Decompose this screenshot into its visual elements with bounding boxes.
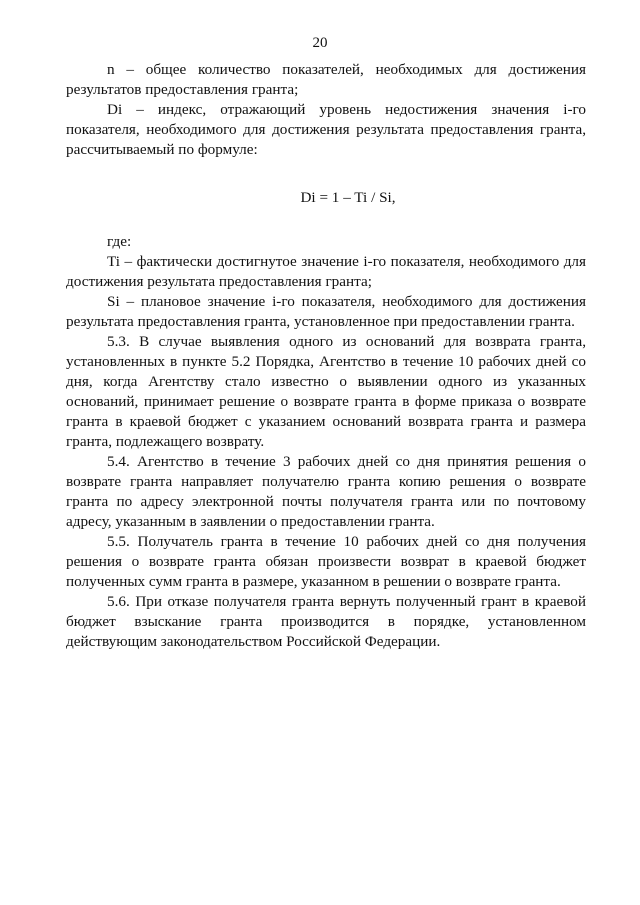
document-body <box>66 60 586 652</box>
paragraph-s-definition: Si – плановое значение i-го показателя, необходимого для достижения результата предоставления гранта, установленное при предоставлении гранта. <box>66 293 586 330</box>
clause-5-6: 5.6. При отказе получателя гранта вернуть полученный грант в краевой бюджет взыскание гранта производится в порядке, установленном действующим законодательством Российской Федерации. <box>66 593 586 650</box>
clause-5-5: 5.5. Получатель гранта в течение 10 рабочих дней со дня получения решения о возврате гранта обязан произвести возврат в краевой бюджет полученных сумм гранта в размере, указанном в решении о возврате гранта. <box>66 533 586 590</box>
page-number: 20 <box>312 35 328 51</box>
clause-5-3: 5.3. В случае выявления одного из оснований для возврата гранта, установленных в пункте 5.2 Порядка, Агентство в течение 10 рабочих дней со дня, когда Агентству стало известно о выявлении одного из указанных оснований, принимает решение о возврате гранта в форме приказа о возврате гранта в краевой бюджет с указанием оснований возврата гранта и размера гранта, подлежащего возврату. <box>66 333 586 450</box>
clause-5-4: 5.4. Агентство в течение 3 рабочих дней со дня принятия решения о возврате гранта направляет получателю гранта копию решения о возврате гранта по адресу электронной почты получателя гранта или по почтовому адресу, указанным в заявлении о предоставлении гранта. <box>66 453 586 530</box>
formula <box>66 188 586 208</box>
paragraph-d-definition: Di – индекс, отражающий уровень недостижения значения i-го показателя, необходимого для достижения результата предоставления гранта, рассчитываемый по формуле: <box>66 101 586 158</box>
where-label: где: <box>107 233 132 250</box>
paragraph-n-definition: n – общее количество показателей, необходимых для достижения результатов предоставления гранта; <box>66 61 586 98</box>
formula-text: Di = 1 – Ti / Si, <box>300 189 396 206</box>
paragraph-t-definition: Ti – фактически достигнутое значение i-го показателя, необходимого для достижения результата предоставления гранта; <box>66 253 586 290</box>
